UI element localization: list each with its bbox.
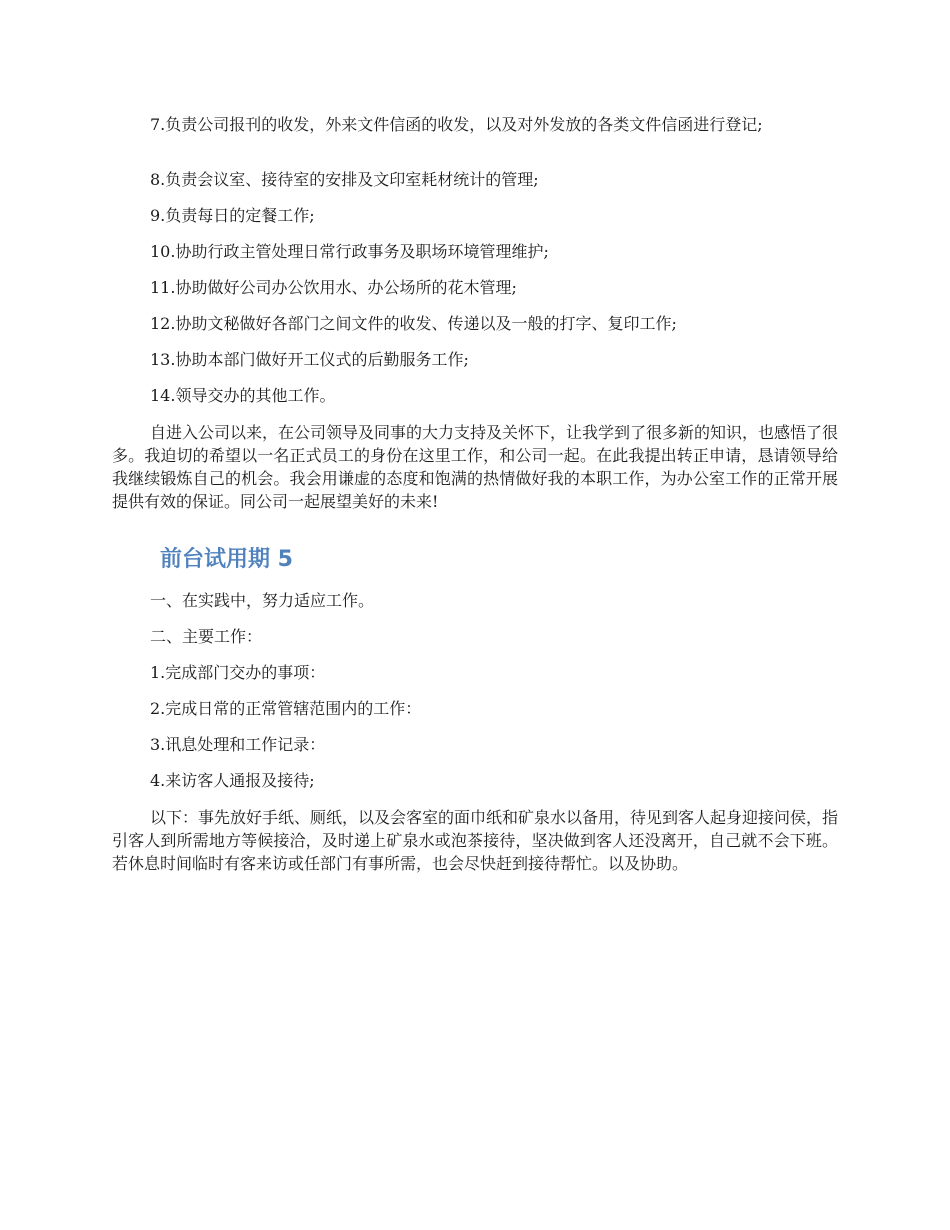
list-item-9: 9.负责每日的定餐工作; (150, 206, 315, 225)
list-item-10: 10.协助行政主管处理日常行政事务及职场环境管理维护; (150, 242, 549, 261)
list-item-12: 12.协助文秘做好各部门之间文件的收发、传递以及一般的打字、复印工作; (150, 314, 677, 333)
list-item-11: 11.协助做好公司办公饮用水、办公场所的花木管理; (150, 278, 517, 297)
list-item-8: 8.负责会议室、接待室的安排及文印室耗材统计的管理; (150, 170, 539, 189)
closing-paragraph: 自进入公司以来，在公司领导及同事的大力支持及关怀下，让我学到了很多新的知识，也感悟了很多。我迫切的希望以一名正式员工的身份在这里工作，和公司一起。在此我提出转正申请，恳请领导给我继续锻炼自己的机会。我会用谦虚的态度和饱满的热情做好我的本职工作，为办公室工作的正常开展提供有效的保证。同公司一起展望美好的未来! (112, 423, 839, 511)
section-line-1: 一、在实践中，努力适应工作。 (150, 591, 375, 610)
list-item-7: 7.负责公司报刊的收发，外来文件信函的收发，以及对外发放的各类文件信函进行登记; (150, 115, 763, 134)
section-line-4: 2.完成日常的正常管辖范围内的工作： (150, 699, 422, 718)
section-line-2: 二、主要工作： (150, 627, 263, 646)
section-heading: 前台试用期 5 (160, 547, 293, 572)
section-line-6: 4.来访客人通报及接待; (150, 771, 315, 790)
list-item-14: 14.领导交办的其他工作。 (150, 386, 336, 405)
section-line-5: 3.讯息处理和工作记录： (150, 735, 326, 754)
list-item-13: 13.协助本部门做好开工仪式的后勤服务工作; (150, 350, 469, 369)
final-paragraph: 以下：事先放好手纸、厕纸，以及会客室的面巾纸和矿泉水以备用，待见到客人起身迎接问侯，指引客人到所需地方等候接洽，及时递上矿泉水或泡茶接待，坚决做到客人还没离开，自己就不会下班。若休息时间临时有客来访或任部门有事所需，也会尽快赶到接待帮忙。以及协助。 (112, 808, 839, 873)
section-line-3: 1.完成部门交办的事项： (150, 663, 326, 682)
